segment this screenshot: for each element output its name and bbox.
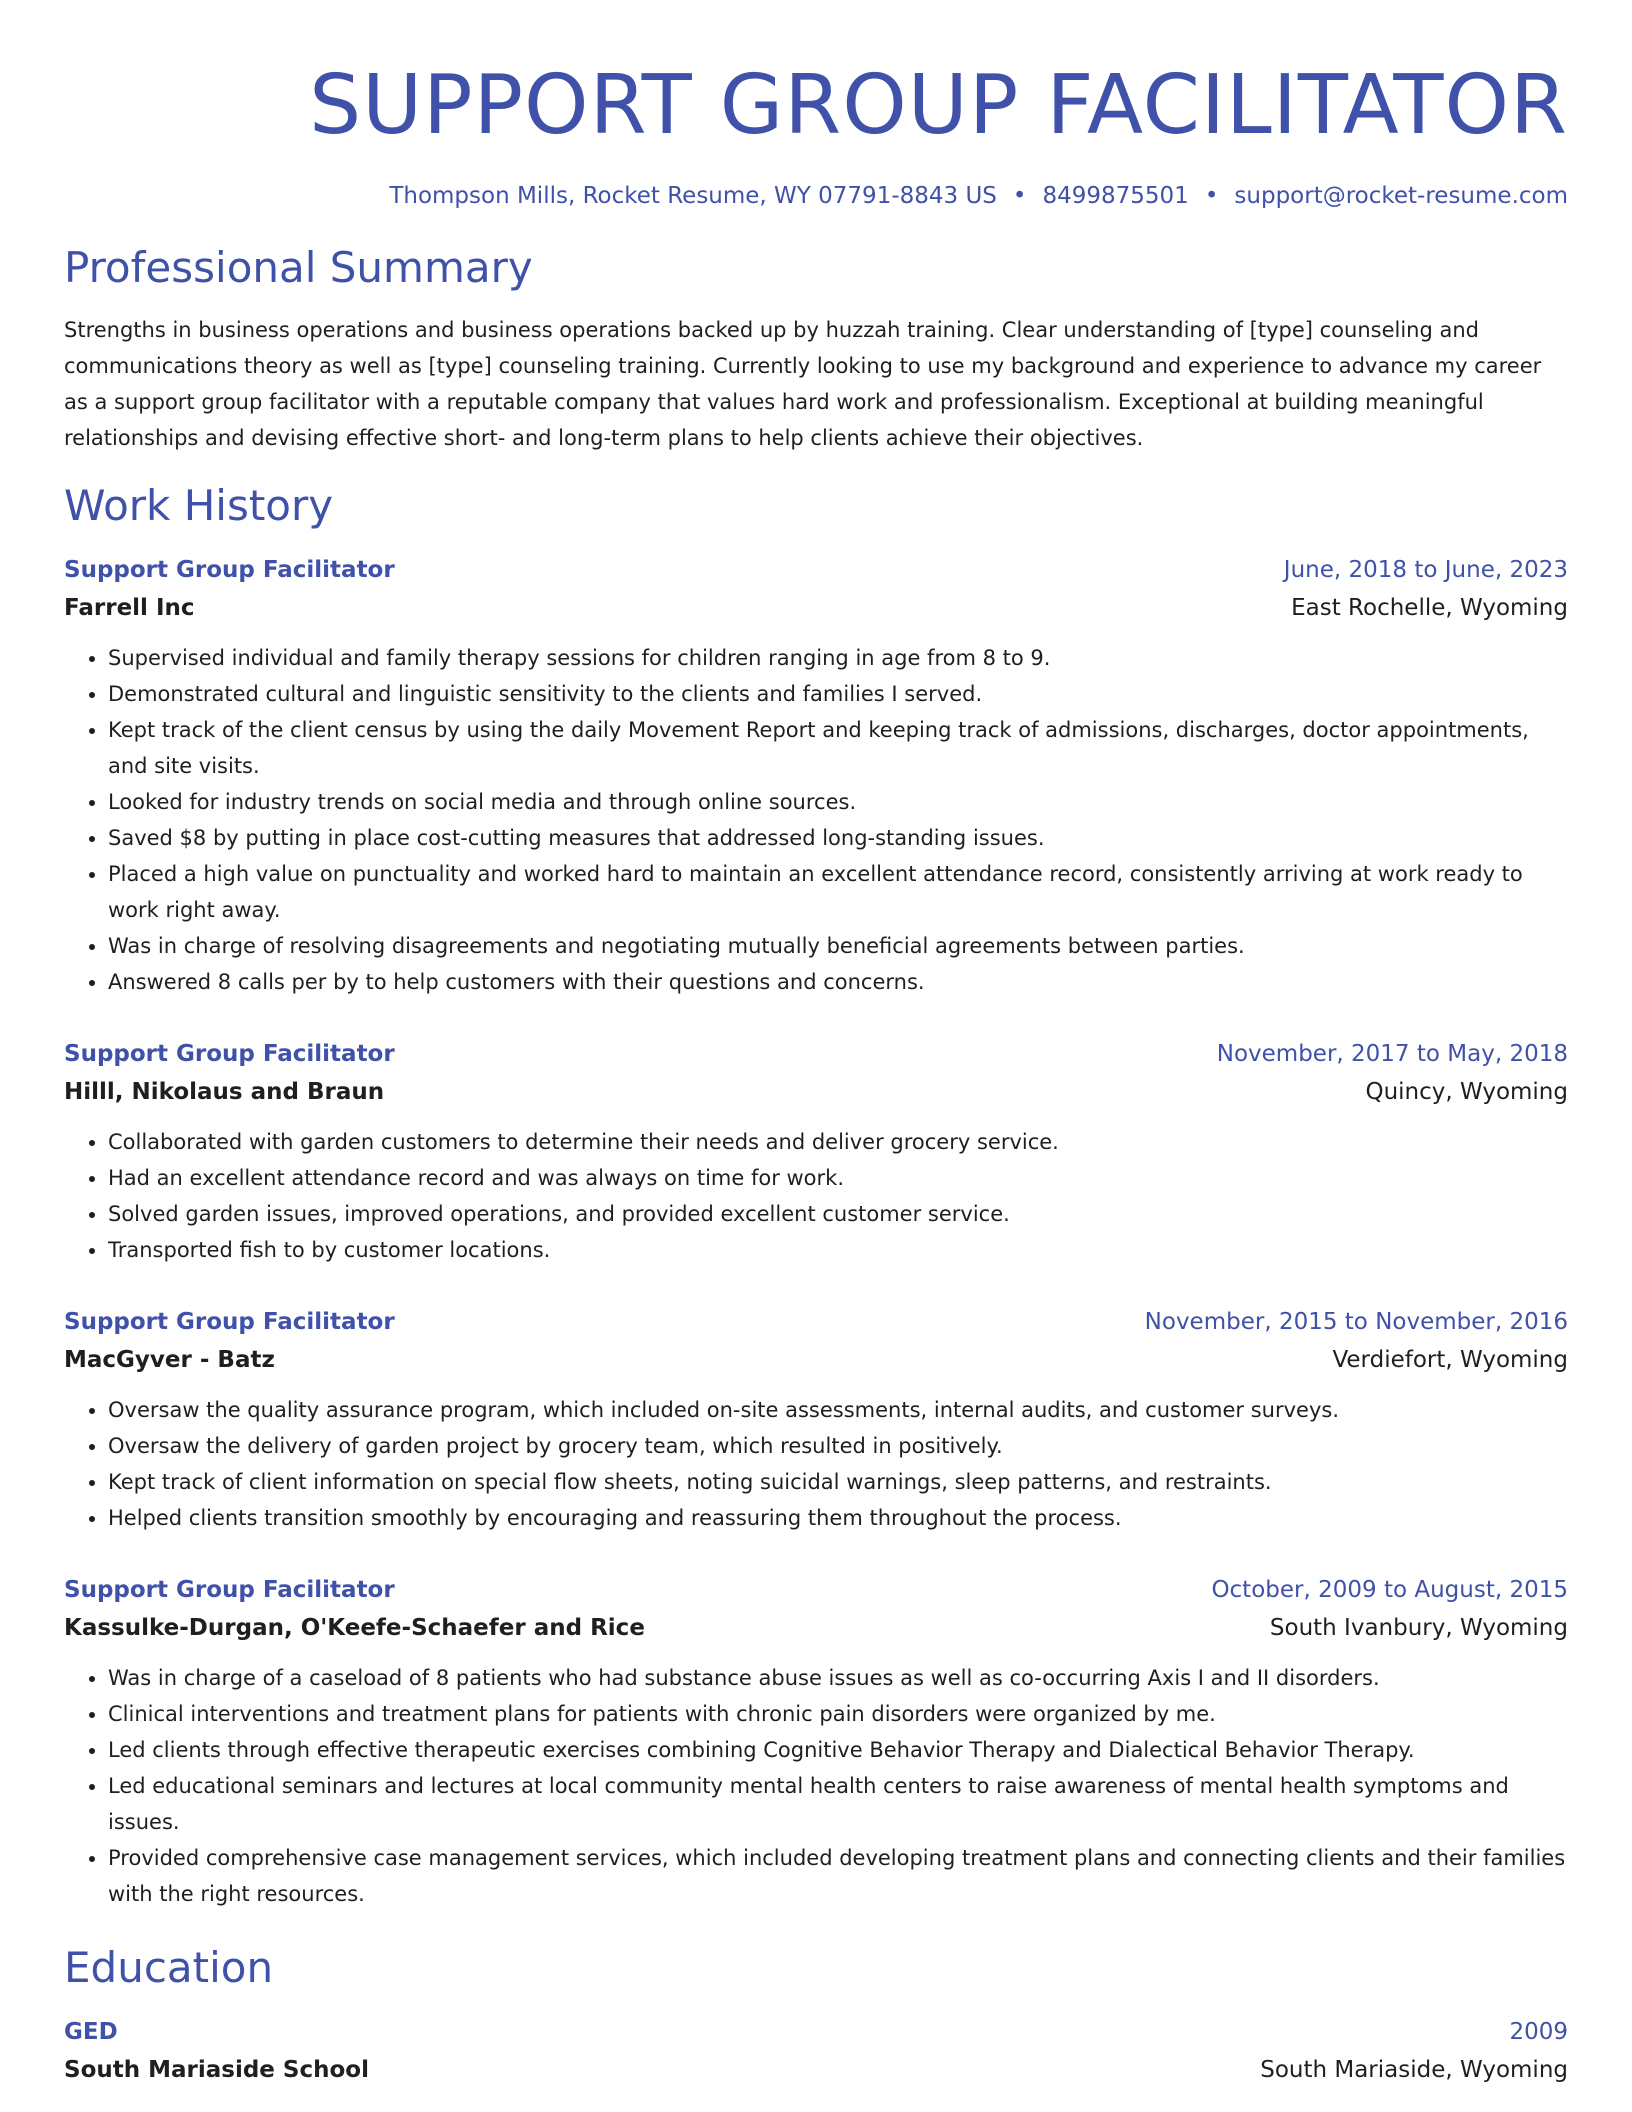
job-entry bbox=[64, 1572, 1568, 1912]
job-duty: • Clinical interventions and treatment plans for patients with chronic pain disorders were organized by me. bbox=[108, 1696, 1568, 1732]
job-duty: • Saved $8 by putting in place cost-cutting measures that addressed long-standing issues. bbox=[108, 820, 1568, 856]
resume-header bbox=[64, 0, 1568, 212]
company-name: Farrell Inc bbox=[64, 595, 195, 621]
company-name: Kassulke-Durgan, O'Keefe-Schaefer and Rice bbox=[64, 1615, 645, 1641]
contact-address: Thompson Mills, Rocket Resume, WY 07791-8843 US bbox=[389, 183, 997, 209]
job-duty: • Led educational seminars and lectures at local community mental health centers to raise awareness of mental health symptoms and issues. bbox=[108, 1768, 1568, 1840]
job-dates: October, 2009 to August, 2015 bbox=[1211, 1577, 1568, 1603]
job-dates: June, 2018 to June, 2023 bbox=[1283, 557, 1568, 583]
job-duty: • Supervised individual and family therapy sessions for children ranging in age from 8 to 9. bbox=[108, 640, 1568, 676]
company-name: Hilll, Nikolaus and Braun bbox=[64, 1079, 385, 1105]
degree: GED bbox=[64, 2019, 118, 2045]
job-duty: • Looked for industry trends on social media and through online sources. bbox=[108, 784, 1568, 820]
job-title: Support Group Facilitator bbox=[64, 1041, 395, 1067]
job-duty: • Helped clients transition smoothly by encouraging and reassuring them throughout the process. bbox=[108, 1500, 1568, 1536]
job-duty: • Had an excellent attendance record and was always on time for work. bbox=[108, 1160, 1568, 1196]
job-duty: • Collaborated with garden customers to determine their needs and deliver grocery service. bbox=[108, 1124, 1568, 1160]
job-duty: • Provided comprehensive case management services, which included developing treatment plans and connecting clients and their families with the right resources. bbox=[108, 1840, 1568, 1912]
page-title: SUPPORT GROUP FACILITATOR bbox=[309, 58, 1568, 153]
contact-separator: • bbox=[1204, 183, 1219, 209]
job-duty: • Kept track of client information on special flow sheets, noting suicidal warnings, sleep patterns, and restraints. bbox=[108, 1464, 1568, 1500]
job-entry bbox=[64, 1304, 1568, 1536]
job-dates: November, 2015 to November, 2016 bbox=[1144, 1309, 1568, 1335]
job-duty: • Solved garden issues, improved operations, and provided excellent customer service. bbox=[108, 1196, 1568, 1232]
company-name: MacGyver - Batz bbox=[64, 1347, 275, 1373]
job-duty: • Led clients through effective therapeutic exercises combining Cognitive Behavior Therapy and Dialectical Behavior Therapy. bbox=[108, 1732, 1568, 1768]
job-duties bbox=[64, 1660, 1568, 1912]
job-title: Support Group Facilitator bbox=[64, 1577, 395, 1603]
section-heading-education: Education bbox=[64, 1943, 274, 1992]
job-duty: • Oversaw the quality assurance program, which included on-site assessments, internal audits, and customer surveys. bbox=[108, 1392, 1568, 1428]
resume-page bbox=[64, 0, 1568, 2090]
job-location: East Rochelle, Wyoming bbox=[1291, 595, 1568, 621]
contact-email[interactable]: support@rocket-resume.com bbox=[1234, 183, 1568, 209]
school-location: South Mariaside, Wyoming bbox=[1260, 2057, 1568, 2083]
graduation-year: 2009 bbox=[1509, 2019, 1568, 2045]
education-entry bbox=[64, 2014, 1568, 2090]
job-duties bbox=[64, 1124, 1568, 1268]
contact-phone: 8499875501 bbox=[1042, 183, 1189, 209]
job-duty: • Transported fish to by customer locations. bbox=[108, 1232, 1568, 1268]
job-duty: • Answered 8 calls per by to help customers with their questions and concerns. bbox=[108, 964, 1568, 1000]
job-dates: November, 2017 to May, 2018 bbox=[1216, 1041, 1568, 1067]
job-duty: • Kept track of the client census by using the daily Movement Report and keeping track of admissions, discharges, doctor appointments, and site visits. bbox=[108, 712, 1568, 784]
job-location: South Ivanbury, Wyoming bbox=[1269, 1615, 1568, 1641]
job-duty: • Demonstrated cultural and linguistic sensitivity to the clients and families I served. bbox=[108, 676, 1568, 712]
contact-line bbox=[64, 180, 1568, 212]
section-heading-work-history: Work History bbox=[64, 481, 334, 530]
summary-text: Strengths in business operations and business operations backed up by huzzah training. Clear understanding of [type] counseling and communications theory as well as [type] counseling training. Currently looking to use my background and experience to advance my career as a support group facilitator with a reputable company that values hard work and professionalism. Exceptional at building meaningful relationships and devising effective short- and long-term plans to help clients achieve their objectives. bbox=[64, 318, 1542, 450]
job-entry bbox=[64, 552, 1568, 1000]
section-heading-summary: Professional Summary bbox=[64, 243, 533, 292]
job-duty: • Placed a high value on punctuality and worked hard to maintain an excellent attendance record, consistently arriving at work ready to work right away. bbox=[108, 856, 1568, 928]
job-location: Verdiefort, Wyoming bbox=[1332, 1347, 1568, 1373]
job-duties bbox=[64, 1392, 1568, 1536]
contact-separator: • bbox=[1012, 183, 1027, 209]
job-duty: • Was in charge of a caseload of 8 patients who had substance abuse issues as well as co-occurring Axis I and II disorders. bbox=[108, 1660, 1568, 1696]
job-duties bbox=[64, 640, 1568, 1000]
job-duty: • Oversaw the delivery of garden project by grocery team, which resulted in positively. bbox=[108, 1428, 1568, 1464]
school-name: South Mariaside School bbox=[64, 2057, 369, 2083]
job-title: Support Group Facilitator bbox=[64, 557, 395, 583]
job-title: Support Group Facilitator bbox=[64, 1309, 395, 1335]
job-location: Quincy, Wyoming bbox=[1365, 1079, 1568, 1105]
job-entry bbox=[64, 1036, 1568, 1268]
job-duty: • Was in charge of resolving disagreements and negotiating mutually beneficial agreements between parties. bbox=[108, 928, 1568, 964]
